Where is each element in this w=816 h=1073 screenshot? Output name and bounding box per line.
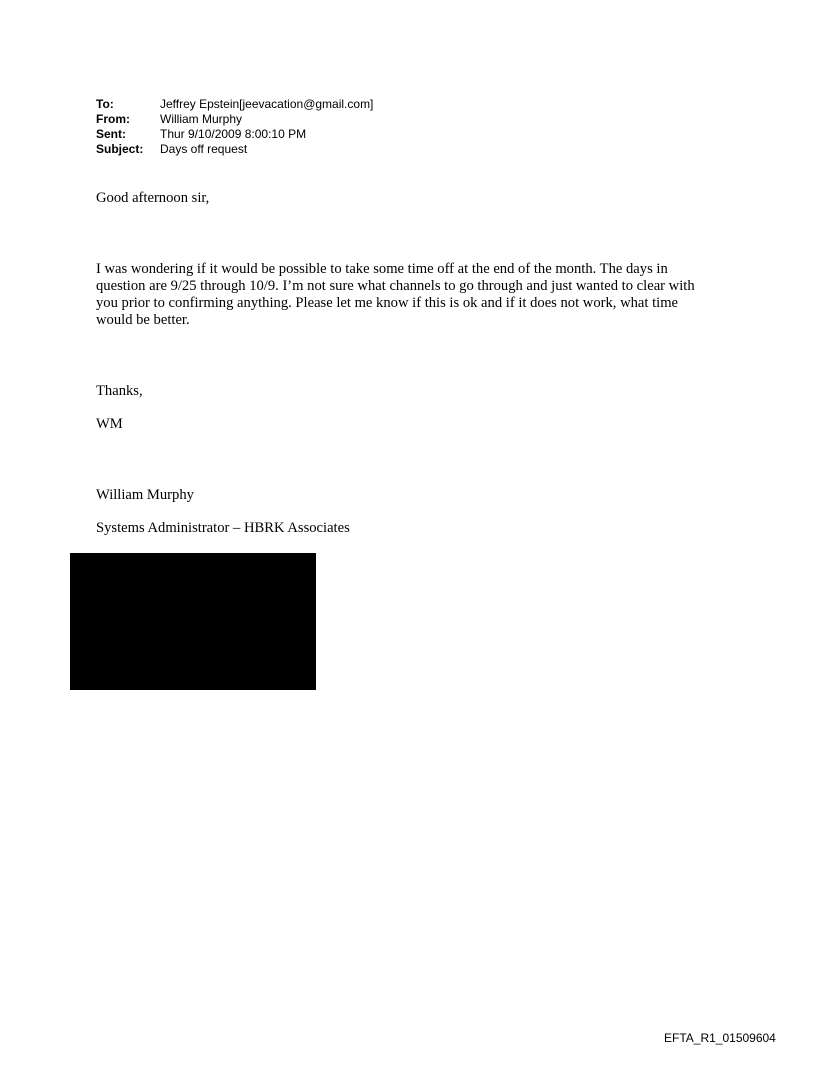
from-row: [96, 112, 373, 127]
sender-initials: WM: [96, 416, 123, 432]
from-label: From:: [96, 112, 130, 126]
subject-label: Subject:: [96, 142, 144, 156]
from-value: William Murphy: [160, 112, 243, 126]
subject-value: Days off request: [160, 142, 248, 156]
greeting-text: Good afternoon sir,: [96, 190, 210, 206]
to-label: To:: [96, 97, 114, 111]
bates-number: EFTA_R1_01509604: [664, 1031, 776, 1045]
sent-row: [96, 127, 373, 142]
email-header: [96, 97, 373, 157]
subject-row: [96, 142, 373, 157]
to-row: [96, 97, 373, 112]
closing-text: Thanks,: [96, 383, 143, 399]
body-paragraph: I was wondering if it would be possible to take some time off at the end of the month. The days in question are 9/25 through 10/9. I’m not sure what channels to go through and just wanted to clear with you prior to confirming anything. Please let me know if this is ok and if it does not work, what time would be better.: [96, 261, 695, 328]
sent-label: Sent:: [96, 127, 126, 141]
to-value: Jeffrey Epstein[jeevacation@gmail.com]: [160, 97, 374, 111]
sent-value: Thur 9/10/2009 8:00:10 PM: [160, 127, 307, 141]
signature-title: Systems Administrator – HBRK Associates: [96, 520, 350, 536]
redaction-block: [70, 553, 316, 690]
signature-name: William Murphy: [96, 487, 194, 503]
